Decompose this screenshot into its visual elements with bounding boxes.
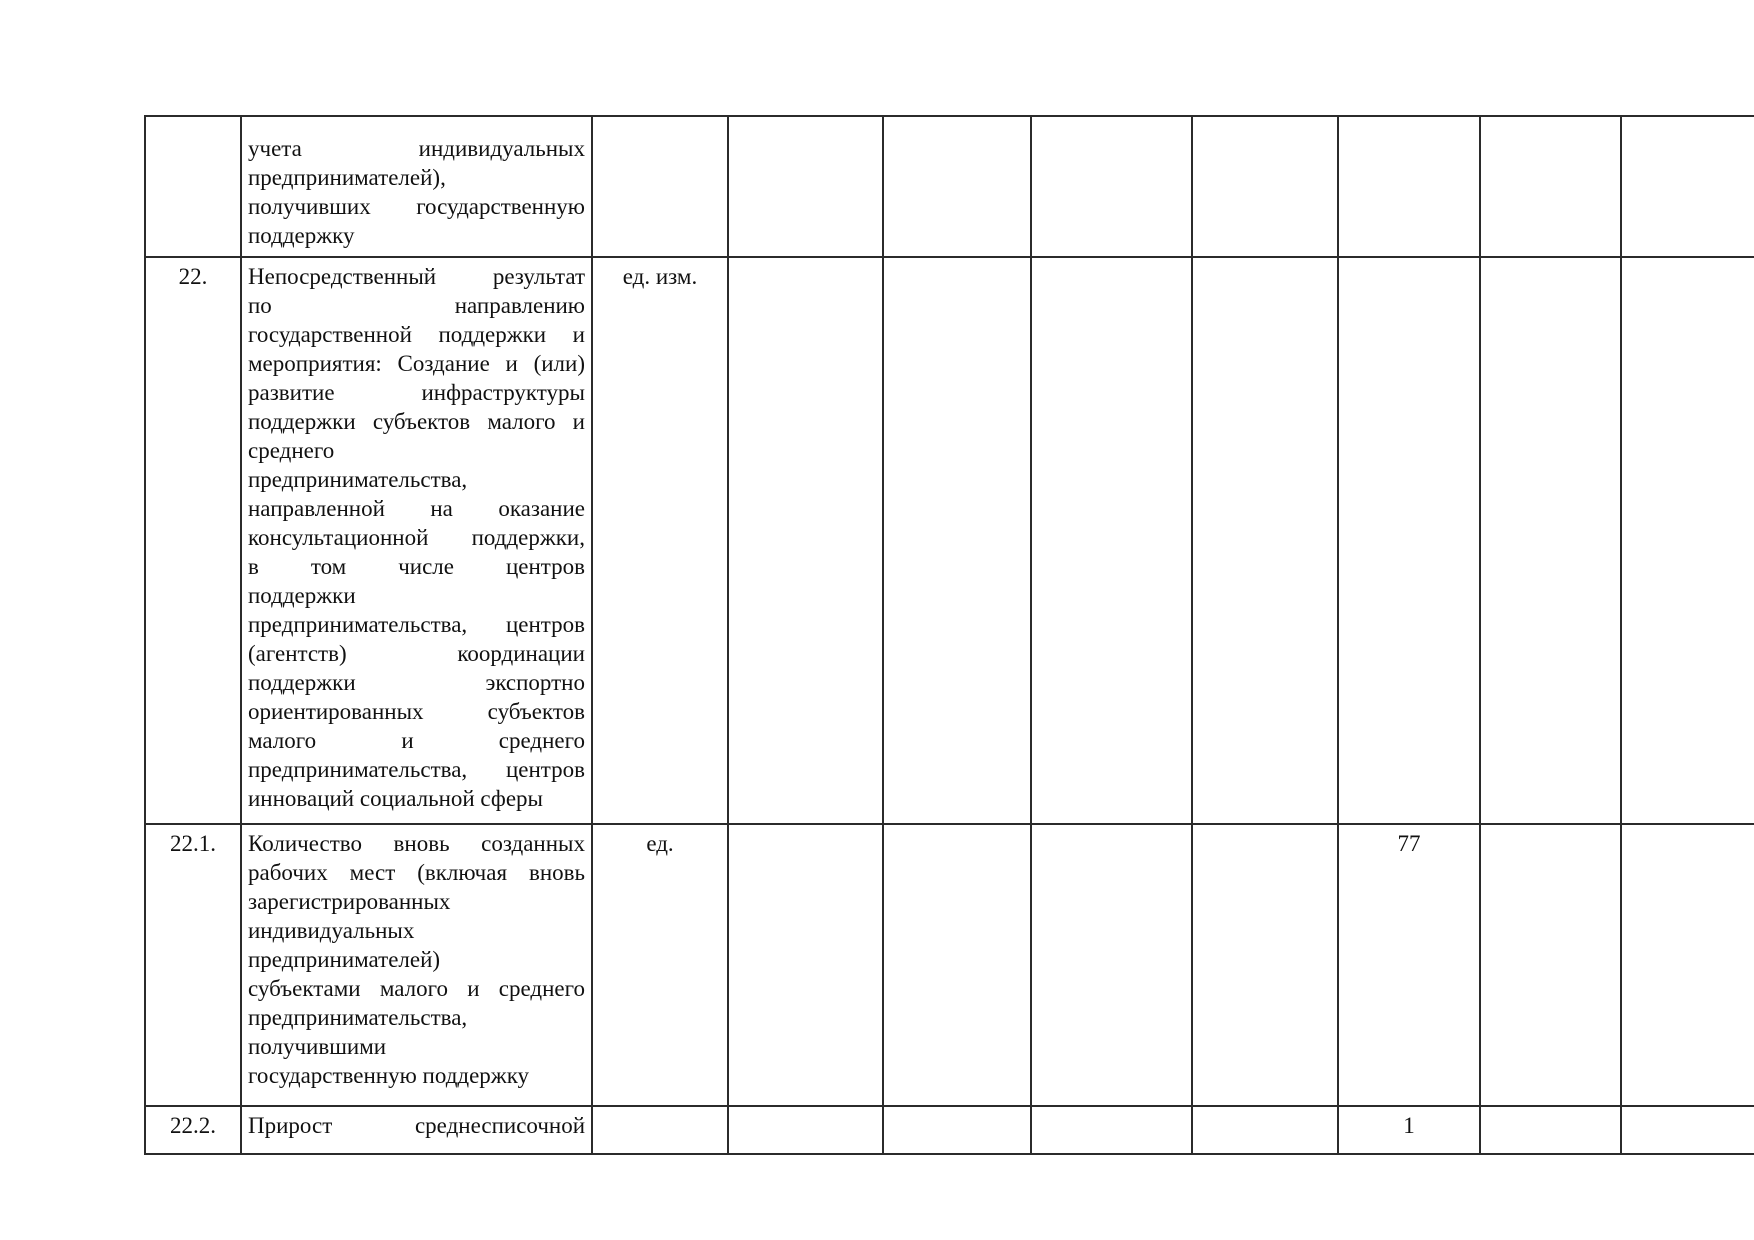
value-cell [1621, 257, 1754, 824]
indicator-name-line: получивших государственную [248, 194, 585, 219]
unit-cell [592, 116, 728, 257]
indicator-name-line: ориентированных субъектов [248, 699, 585, 724]
value-cell [1192, 257, 1338, 824]
indicator-name-line: инноваций социальной сферы [248, 786, 543, 811]
value-cell [1031, 824, 1192, 1106]
indicator-name-line: рабочих мест (включая вновь [248, 860, 585, 885]
indicator-name-line: Количество вновь созданных [248, 831, 585, 856]
value-cell [728, 116, 883, 257]
row-number-cell: 22.1. [145, 824, 241, 1106]
indicator-name-line: индивидуальных [248, 918, 415, 943]
indicator-name-line: зарегистрированных [248, 889, 451, 914]
value-cell [1031, 257, 1192, 824]
indicator-name-line: Непосредственный результат [248, 264, 585, 289]
indicator-name-cell [241, 116, 592, 257]
indicator-name-line: по направлению [248, 293, 585, 318]
indicator-name-line: учета индивидуальных [248, 136, 585, 161]
indicator-name-cell [241, 257, 592, 824]
value-cell [728, 257, 883, 824]
unit-cell [592, 1106, 728, 1154]
value-cell [1031, 1106, 1192, 1154]
row-number-cell: 22.2. [145, 1106, 241, 1154]
value-cell [1621, 1106, 1754, 1154]
table-row-22-2 [145, 1106, 1754, 1154]
value-cell [728, 1106, 883, 1154]
value-cell [1480, 1106, 1621, 1154]
value-cell [1480, 116, 1621, 257]
unit-cell: ед. [592, 824, 728, 1106]
value-cell [883, 1106, 1031, 1154]
table-row-22-1 [145, 824, 1754, 1106]
value-cell [1621, 824, 1754, 1106]
indicator-name-cell [241, 824, 592, 1106]
indicator-name-line: поддержки субъектов малого и [248, 409, 585, 434]
value-cell: 77 [1338, 824, 1480, 1106]
value-cell [883, 824, 1031, 1106]
indicator-name-line: (агентств) координации [248, 641, 585, 666]
indicator-name-line: развитие инфраструктуры [248, 380, 585, 405]
indicator-name-line: предпринимательства, центров [248, 612, 585, 637]
value-cell: 1 [1338, 1106, 1480, 1154]
indicator-name-line: в том числе центров [248, 554, 585, 579]
value-cell [728, 824, 883, 1106]
indicator-name-line: среднего [248, 438, 335, 463]
value-cell [1338, 257, 1480, 824]
value-cell [1192, 1106, 1338, 1154]
indicator-name-line: получившими [248, 1034, 387, 1059]
indicator-name-line: поддержки [248, 583, 356, 608]
indicators-table [144, 115, 1754, 1155]
indicator-name-line: предпринимательства, [248, 467, 468, 492]
value-cell [1480, 257, 1621, 824]
indicator-name-line: Прирост среднесписочной [248, 1113, 585, 1138]
indicator-name-line: мероприятия: Создание и (или) [248, 351, 585, 376]
indicator-name-line: направленной на оказание [248, 496, 585, 521]
value-cell [1480, 824, 1621, 1106]
indicator-name-line: государственную поддержку [248, 1063, 530, 1088]
value-cell [1338, 116, 1480, 257]
row-number-cell: 22. [145, 257, 241, 824]
indicator-name-line: субъектами малого и среднего [248, 976, 585, 1001]
indicator-name-line: малого и среднего [248, 728, 585, 753]
indicator-name-line: поддержки экспортно [248, 670, 585, 695]
value-cell [883, 257, 1031, 824]
indicator-name-cell [241, 1106, 592, 1154]
indicator-name-line: поддержку [248, 223, 355, 248]
indicator-name-line: консультационной поддержки, [248, 525, 585, 550]
indicator-name-line: предпринимательства, [248, 1005, 468, 1030]
value-cell [1031, 116, 1192, 257]
indicator-name-line: предпринимателей) [248, 947, 441, 972]
indicator-name-line: государственной поддержки и [248, 322, 585, 347]
value-cell [1192, 116, 1338, 257]
indicator-name-line: предпринимательства, центров [248, 757, 585, 782]
value-cell [883, 116, 1031, 257]
row-number-cell [145, 116, 241, 257]
table-row-22 [145, 257, 1754, 824]
value-cell [1192, 824, 1338, 1106]
unit-cell: ед. изм. [592, 257, 728, 824]
table-row-continuation [145, 116, 1754, 257]
indicator-name-line: предпринимателей), [248, 165, 446, 190]
value-cell [1621, 116, 1754, 257]
